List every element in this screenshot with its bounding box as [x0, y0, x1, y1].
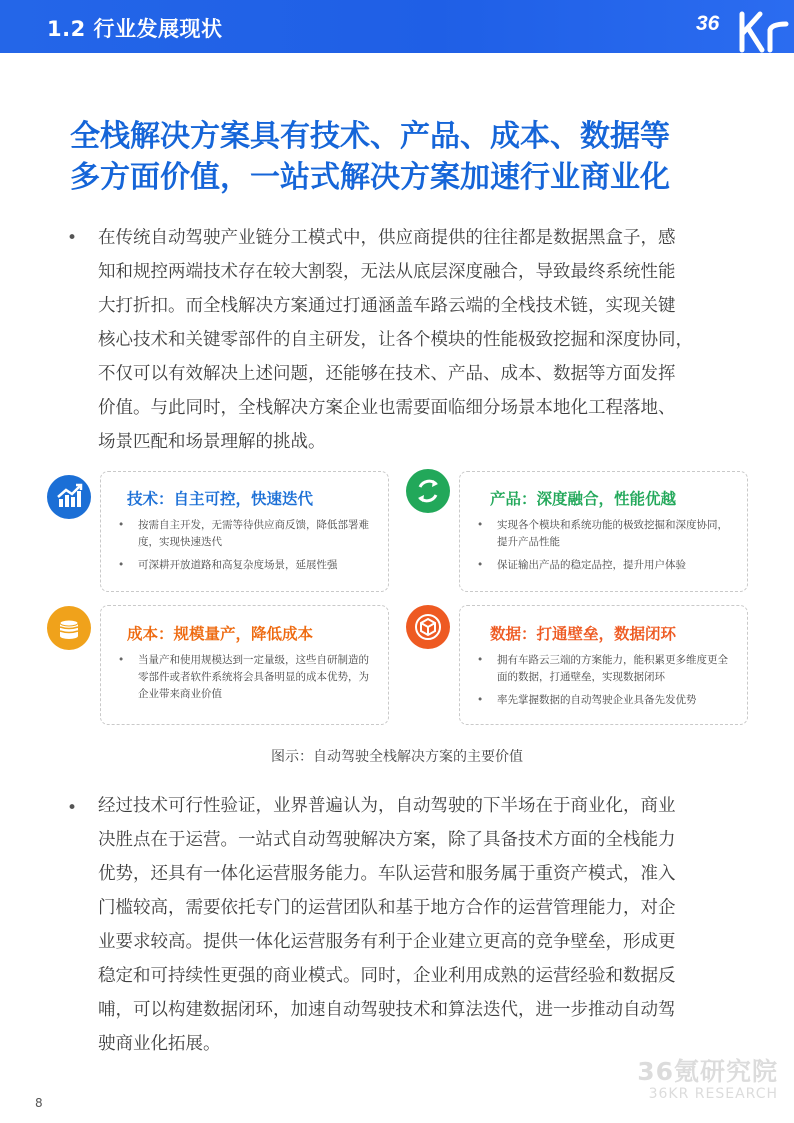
paragraph-line: 驶商业化拓展。: [98, 1034, 221, 1054]
card-list-item: • 当量产和使用规模达到一定量级，这些自研制造的零部件或者软件系统将会具备明显的成本优势，为企业带来商业价值: [116, 652, 374, 703]
card-list-item: • 拥有车路云三端的方案能力，能积累更多维度更全面的数据，打通壁垒，实现数据闭环: [475, 652, 733, 686]
bullet-dot: •: [67, 228, 78, 248]
bullet-dot: •: [67, 798, 78, 818]
36kr-logo: [692, 0, 794, 53]
rising-chart-icon: [47, 475, 91, 519]
watermark-en: 36KR RESEARCH: [648, 1086, 778, 1102]
cycle-icon: [406, 469, 450, 513]
card-list: [116, 652, 374, 709]
coins-icon: [47, 606, 91, 650]
paragraph-line: 场景匹配和场景理解的挑战。: [98, 432, 326, 452]
card-list-item: • 按需自主开发，无需等待供应商反馈，降低部署难度，实现快速迭代: [116, 517, 374, 551]
card-title: 产品：深度融合，性能优越: [490, 490, 677, 508]
paragraph-line: 业要求较高。提供一体化运营服务有利于企业建立更高的竞争壁垒，形成更: [98, 932, 676, 952]
paragraph-line: 在传统自动驾驶产业链分工模式中，供应商提供的往往都是数据黑盒子，感: [98, 228, 676, 248]
header-bar: [0, 0, 794, 53]
data-cube-icon: [406, 605, 450, 649]
headline-line-2: 多方面价值，一站式解决方案加速行业商业化: [70, 160, 670, 195]
paragraph-line: 优势，还具有一体化运营服务能力。车队运营和服务属于重资产模式，准入: [98, 864, 676, 884]
paragraph-line: 不仅可以有效解决上述问题，还能够在技术、产品、成本、数据等方面发挥: [98, 364, 676, 384]
watermark: [628, 1058, 778, 1102]
paragraph-line: 知和规控两端技术存在较大割裂，无法从底层深度融合，导致最终系统性能: [98, 262, 676, 282]
watermark-cn: 36氪研究院: [637, 1057, 778, 1086]
paragraph-2: [98, 789, 732, 1061]
section-title: 1.2 行业发展现状: [47, 17, 223, 41]
card-tech: [100, 471, 389, 592]
card-data: [459, 605, 748, 725]
card-title: 技术：自主可控，快速迭代: [127, 490, 314, 508]
card-list: [475, 517, 733, 580]
card-list-item: • 可深耕开放道路和高复杂度场景，延展性强: [116, 557, 374, 574]
card-cost: [100, 605, 389, 725]
headline-line-1: 全栈解决方案具有技术、产品、成本、数据等: [70, 119, 670, 154]
paragraph-line: 门槛较高，需要依托专门的运营团队和基于地方合作的运营管理能力，对企: [98, 898, 676, 918]
card-list: [116, 517, 374, 580]
figure-caption: 图示：自动驾驶全栈解决方案的主要价值: [271, 749, 523, 765]
card-product: [459, 471, 748, 592]
svg-text:36: 36: [696, 12, 720, 35]
paragraph-line: 核心技术和关键零部件的自主研发，让各个模块的性能极致挖掘和深度协同，: [98, 330, 693, 350]
page-number: 8: [35, 1096, 43, 1110]
card-title: 成本：规模量产，降低成本: [127, 625, 314, 643]
paragraph-line: 稳定和可持续性更强的商业模式。同时，企业利用成熟的运营经验和数据反: [98, 966, 676, 986]
card-title: 数据：打通壁垒，数据闭环: [490, 625, 677, 643]
paragraph-line: 大打折扣。而全栈解决方案通过打通涵盖车路云端的全栈技术链，实现关键: [98, 296, 676, 316]
paragraph-line: 价值。与此同时，全栈解决方案企业也需要面临细分场景本地化工程落地、: [98, 398, 676, 418]
paragraph-line: 经过技术可行性验证，业界普遍认为，自动驾驶的下半场在于商业化，商业: [98, 796, 676, 816]
card-list-item: • 实现各个模块和系统功能的极致挖掘和深度协同，提升产品性能: [475, 517, 733, 551]
card-list-item: • 率先掌握数据的自动驾驶企业具备先发优势: [475, 692, 733, 709]
card-list: [475, 652, 733, 715]
paragraph-1: [98, 221, 732, 459]
card-list-item: • 保证输出产品的稳定品控，提升用户体验: [475, 557, 733, 574]
paragraph-line: 决胜点在于运营。一站式自动驾驶解决方案，除了具备技术方面的全栈能力: [98, 830, 676, 850]
paragraph-line: 哺，可以构建数据闭环，加速自动驾驶技术和算法迭代，进一步推动自动驾: [98, 1000, 676, 1020]
headline: [70, 116, 750, 198]
